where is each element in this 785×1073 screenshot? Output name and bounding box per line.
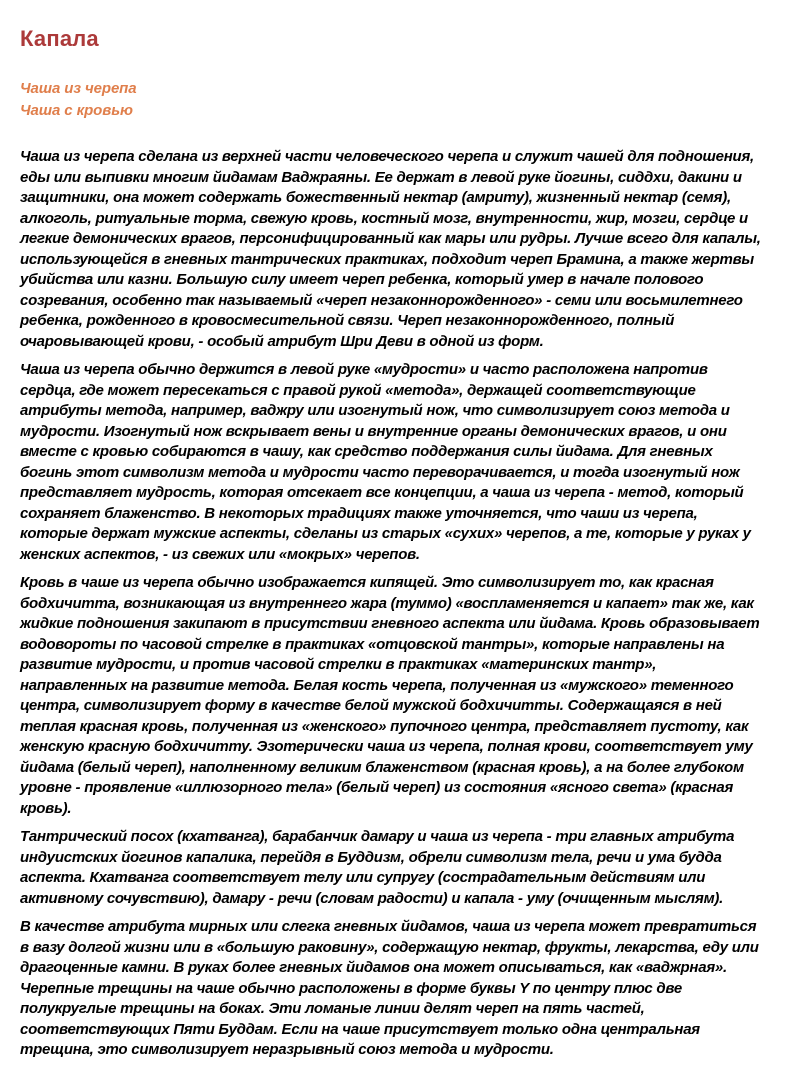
paragraph-boiling-blood-symbolism: Кровь в чаше из черепа обычно изображается кипящей. Это символизирует то, как красная бодхичитта, возникающая из внутреннего жара (туммо) «воспламеняется и капает» так же, как жидкие подношения закипают в присутствии гневного аспекта или йидама. Кровь образовывает водовороты по часовой стрелке в практиках «отцовской тантры», которые направлены на развитие мудрости, и против часовой стрелки в практиках «материнских тантр», направленных на развитие метода. Белая кость черепа, полученная из «мужского» теменного центра, символизирует форму в качестве белой мужской бодхичитты. Содержащаяся в ней теплая красная кровь, полученная из «женского» пупочного центра, представляет пустоту, как женскую красную бодхичитту. Эзотерически чаша из черепа, полная крови, соответствует уму йидама (белый череп), наполненному великим блаженством (красная кровь), а на более глубоком уровне - проявление «иллюзорного тела» (белый череп) из состояния «ясного света» (красная кровь). <box>20 574 760 817</box>
paragraph-peaceful-yidams-and-cracks: В качестве атрибута мирных или слегка гневных йидамов, чаша из черепа может превратиться в вазу долгой жизни или в «большую раковину», содержащую нектар, фрукты, лекарства, еду или драгоценные камни. В руках более гневных йидамов она может описываться, как «ваджрная». Черепные трещины на чаше обычно расположены в форме буквы Y по центру плюс две полукруглые трещины на боках. Эти ломаные линии делят череп на пять частей, соответствующих Пяти Буддам. Если на чаше присутствует только одна центральная трещина, это символизирует неразрывный союз метода и мудрости. <box>20 918 759 1058</box>
subtitle-blood-cup: Чаша с кровью <box>20 102 133 119</box>
subtitle-skull-cup: Чаша из черепа <box>20 80 137 97</box>
paragraph-wisdom-hand-symbolism: Чаша из черепа обычно держится в левой руке «мудрости» и часто расположена напротив сердца, где может пересекаться с правой рукой «метода», держащей соответствующие атрибуты метода, например, ваджру или изогнутый нож, что символизирует союз метода и мудрости. Изогнутый нож вскрывает вены и внутренние органы демонических врагов, и они вместе с кровью собираются в чашу, как средство поддержания силы йидама. Для гневных богинь этот символизм метода и мудрости часто переворачивается, и тогда изогнутый нож представляет мудрость, которая отсекает все концепции, а чаша из черепа - метод, который сохраняет блаженство. В некоторых традициях также уточняется, что чаши из черепа, которые держат мужские аспекты, сделаны из старых «сухих» черепов, а те, которые у руках у женских аспектов, - из свежих или «мокрых» черепов. <box>20 361 751 563</box>
article-body <box>20 147 765 1061</box>
subtitle-block <box>20 78 765 122</box>
page-title: Капала <box>20 26 99 51</box>
paragraph-three-attributes: Тантрический посох (кхатванга), барабанчик дамару и чаша из черепа - три главных атрибута индуистских йогинов капалика, перейдя в Буддизм, обрели символизм тела, речи и ума будда аспекта. Кхатванга соответствует телу или супругу (сострадательным действиям или активному сочувствию), дамару - речи (словам радости) и капала - уму (очищенным мыслям). <box>20 828 735 907</box>
paragraph-origin-and-contents: Чаша из черепа сделана из верхней части человеческого черепа и служит чашей для подношения, еды или выпивки многим йидамам Ваджраяны. Ее держат в левой руке йогины, сиддхи, дакини и защитники, она может содержать божественный нектар (амриту), жизненный нектар (семя), алкоголь, ритуальные торма, свежую кровь, костный мозг, внутренности, жир, мозги, сердце и легкие демонических врагов, персонифицированный как мары или рудры. Лучше всего для капалы, использующейся в гневных тантрических практиках, подходит череп Брамина, а также жертвы убийства или казни. Большую силу имеет череп ребенка, который умер в начале полового созревания, особенно так называемый «череп незаконнорожденного» - семи или восьмилетнего ребенка, рожденного в кровосмесительной связи. Череп незаконнорожденного, полный очаровывающей крови, - особый атрибут Шри Деви в одной из форм. <box>20 148 761 350</box>
